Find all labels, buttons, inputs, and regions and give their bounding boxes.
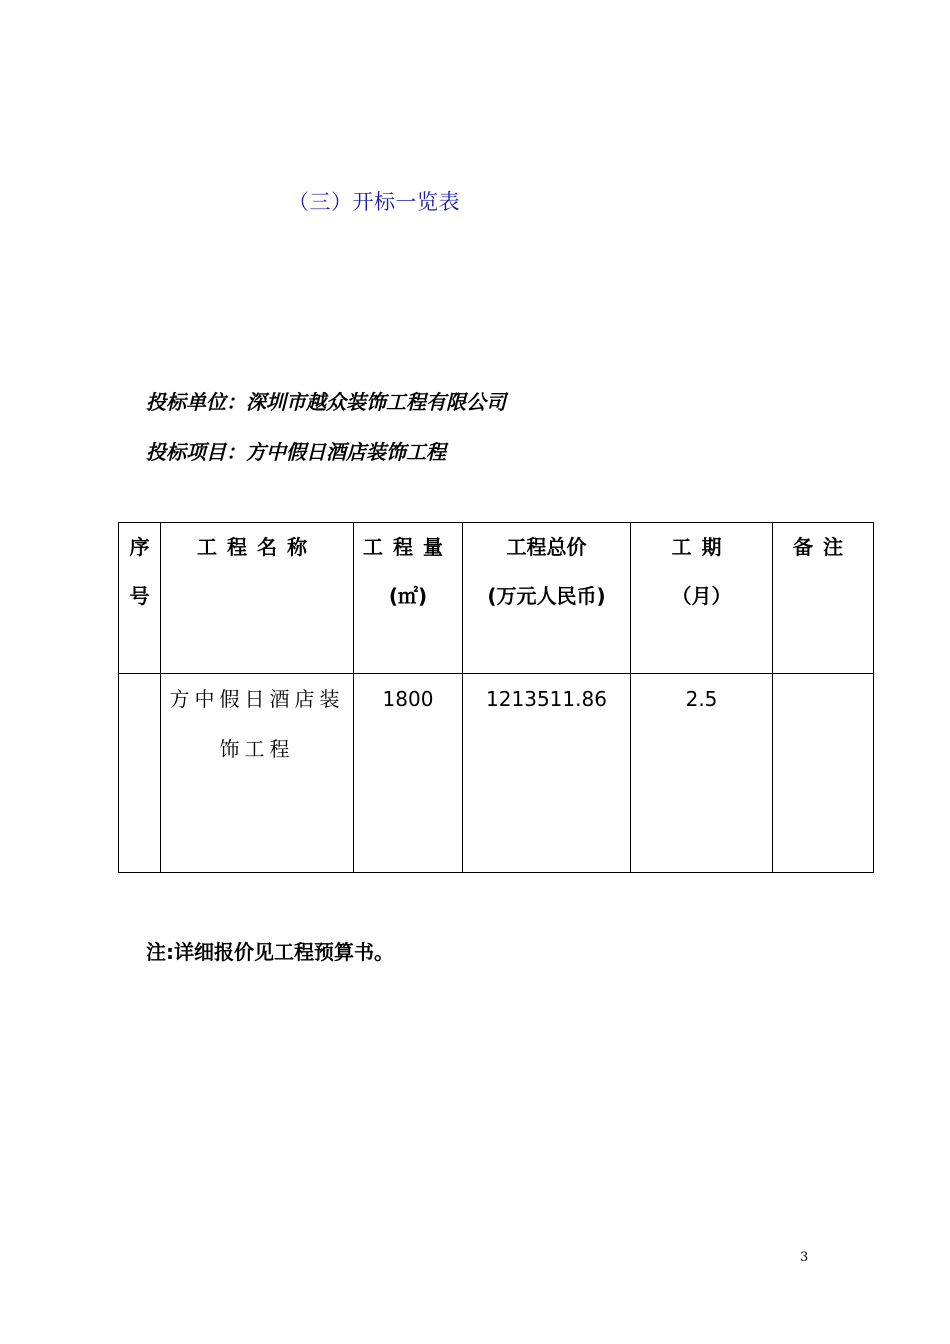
project-line: 投标项目：方中假日酒店装饰工程 <box>146 440 446 464</box>
header-total <box>463 523 631 674</box>
header-seq-line1: 序 <box>129 535 150 559</box>
header-period-line1: 工期 <box>671 535 732 559</box>
section-title: （三）开标一览表 <box>288 190 460 214</box>
header-name <box>161 523 354 674</box>
table-row <box>119 674 874 873</box>
cell-period: 2.5 <box>631 674 773 873</box>
cell-quantity: 1800 <box>354 674 463 873</box>
header-total-line1: 工程总价 <box>506 535 587 559</box>
header-period <box>631 523 773 674</box>
header-name-label: 工程名称 <box>197 535 317 559</box>
cell-total-price: 1213511.86 <box>463 674 631 873</box>
header-seq-line2: 号 <box>129 584 150 608</box>
header-quantity-line1: 工程量 <box>363 535 453 559</box>
header-quantity <box>354 523 463 674</box>
bid-opening-table <box>118 522 874 873</box>
bidder-line: 投标单位：深圳市越众装饰工程有限公司 <box>146 390 506 414</box>
cell-remarks <box>773 674 874 873</box>
header-remarks <box>773 523 874 674</box>
table-header-row <box>119 523 874 674</box>
header-total-line2: (万元人民币) <box>487 584 606 608</box>
footnote: 注:详细报价见工程预算书。 <box>146 940 394 964</box>
header-period-line2: （月） <box>671 584 732 608</box>
cell-seq <box>119 674 161 873</box>
header-seq <box>119 523 161 674</box>
header-remarks-label: 备注 <box>793 535 853 559</box>
page-number: 3 <box>800 1250 809 1265</box>
cell-project-name: 方中假日酒店装饰工程 <box>161 674 354 873</box>
header-quantity-line2: (㎡) <box>388 584 428 608</box>
